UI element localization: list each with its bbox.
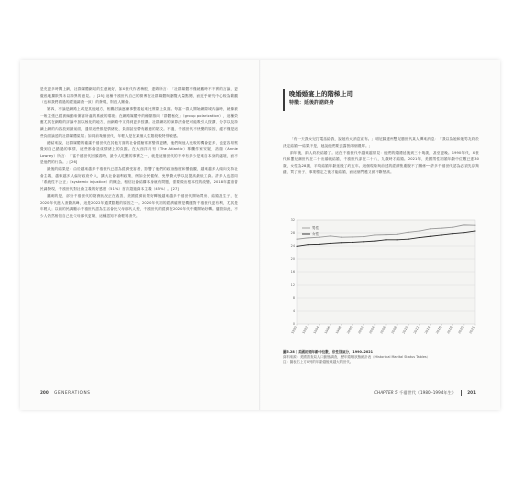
data-point-0 bbox=[374, 234, 375, 235]
data-point-0 bbox=[397, 234, 398, 235]
data-point-1 bbox=[385, 239, 386, 240]
paragraph: 最後的結果是：由於越來越多千禧世代已認為經濟受害者，影響了他們的政治態度和價值觀，越來越多人傾向支持社會主義，越來越多人偏好政府介入，擴大社會福利政策，例如全民健保、免學費大學以及提高最低工資。許多人也認同「系統性不公正」（systemic injustice）的概念，相信社會結構本身就有問題，需要做出根本性的改變。2018年蓋洛普民調發現，千禧世代對社會主義的好感度（51%）首次超過資本主義（45%）。[27] bbox=[40, 167, 238, 192]
left-page bbox=[20, 60, 259, 410]
data-point-0 bbox=[319, 237, 320, 238]
y-tick-label: 12 bbox=[290, 283, 295, 288]
data-point-0 bbox=[385, 234, 386, 235]
data-point-0 bbox=[452, 227, 453, 228]
y-tick-label: 28 bbox=[290, 231, 295, 236]
data-point-1 bbox=[341, 242, 342, 243]
folio-separator bbox=[461, 390, 462, 396]
x-tick-label: 2021 bbox=[468, 325, 476, 335]
data-point-1 bbox=[352, 242, 353, 243]
data-point-1 bbox=[463, 232, 464, 233]
y-tick-label: 20 bbox=[290, 257, 295, 262]
data-point-0 bbox=[430, 228, 431, 229]
chapter-label: CHAPTER 5 bbox=[374, 390, 398, 395]
x-tick-label: 2014 bbox=[423, 325, 432, 335]
data-point-0 bbox=[296, 239, 297, 240]
data-point-0 bbox=[341, 237, 342, 238]
x-tick-label: 2012 bbox=[412, 325, 421, 335]
data-point-0 bbox=[441, 228, 442, 229]
x-tick-label: 1990 bbox=[290, 325, 298, 335]
caption-note: 注：圖表右上方X列的年齡越後來越大的世代。 bbox=[283, 360, 354, 364]
data-point-0 bbox=[352, 236, 353, 237]
chart-caption bbox=[283, 350, 479, 365]
paragraph: 兩年後，兩人終於結婚了。這在千禧世代中越來越常見：他們的婚禮延後到三十幾歲，甚至更晚。1990年代，X世代和嬰兒潮世代在二十出頭就結婚，千禧世代卻在二十八、九歲時才結婚。2021年，美國男性初婚年齡中位數已達30歲，女性為28歲，平均結婚年齡延後了約五年。這個現象與前述的經濟焦慮脫不了關係──許多千禧世代認為必須先存夠錢、買了房子、事業穩定之後才能結婚，而這個門檻又被不斷墊高。 bbox=[283, 150, 479, 175]
line-chart-svg bbox=[283, 214, 479, 346]
y-tick-label: 0 bbox=[292, 322, 295, 327]
x-tick-label: 2018 bbox=[446, 325, 454, 335]
data-point-1 bbox=[319, 244, 320, 245]
paragraph: 第四，不論是網路上或是其他地方，相關討論逐漸事整看起來比實際上負面。每當一群人開始網際城內論時，就像被一般主張已經被煽動來傷害所處的系統的環境；在網路媒體中的種類推向「群體極化」（group polarization），這種效應尤其在網路的評論中加以極化的地方，而網路中又得到更多按讚。社群網站的演算法會把可能吸引人按讚、分享以及持續上網的內容放到最前面，通常這些都是情緒化、負面甚至帶有敵意的貼文。不過，千禧世代不快樂的原因，絕不僅是這些負面論述的社群媒體氣氛；如同前幾個世代，年輕人是在某個人生階段較特別敏感。 bbox=[40, 107, 238, 138]
x-tick-label: 1994 bbox=[312, 325, 321, 335]
y-tick-label: 32 bbox=[290, 218, 295, 223]
x-tick-label: 2008 bbox=[390, 325, 398, 335]
page-number-right: 201 bbox=[467, 390, 476, 395]
x-tick-label: 1996 bbox=[323, 325, 332, 335]
paragraph: 諷刺的是，部分千禧世代的財務狀況正在改善，美國經濟前景好轉後越來越多千禧世代開始買房、結婚及生子，在2020年代進入消費高峰，這是2022年通貨膨脹的原因之一。2020年代初的經濟確實是機運對千禧世代更有利，尤其是年輕人；以前的民調顯示千禧世代認為生活會比父母那代人差，千禧世代的經濟在2020年代中期開始好轉。儘管如此，不少人仍然相信自己比父母那代更窮，這種認知不會輕易消失。 bbox=[40, 194, 238, 218]
legend-label: 女性 bbox=[312, 232, 320, 237]
data-point-0 bbox=[308, 237, 309, 238]
data-point-0 bbox=[408, 232, 409, 233]
paragraph: 是充更多時間上網，社群媒體網站的生意就好，如X世代作者梅根．達姆所言：「社群媒體不僅就戴時不不實的言論，更徹底地擴散界未以持異的意見。」[25] 這種千禧世代自己的微博在社群媒體與瀏覽大量點閱，而近乎研究中心較為繁觀（也和我們看過的經過調查一致）的發現，則沒人關會。 bbox=[40, 87, 238, 105]
book-spread bbox=[20, 60, 500, 410]
right-body-text bbox=[283, 136, 479, 212]
y-tick-label: 24 bbox=[290, 244, 295, 249]
section-subtitle: 特徵：延後許諾終身 bbox=[289, 100, 335, 106]
marriage-age-chart bbox=[283, 214, 479, 346]
y-tick-label: 16 bbox=[290, 270, 295, 275]
running-head-left: GENERATIONS bbox=[54, 390, 91, 395]
left-folio bbox=[40, 390, 91, 395]
x-tick-label: 1992 bbox=[301, 325, 309, 335]
data-point-1 bbox=[419, 237, 420, 238]
y-tick-label: 4 bbox=[292, 309, 295, 314]
data-point-0 bbox=[419, 231, 420, 232]
x-tick-label: 2016 bbox=[434, 325, 443, 335]
caption-source: 資料來源：美國普查局人口動態調查，歷年婚姻狀態統計表（Historical Marital Status Tables） bbox=[283, 355, 431, 359]
x-tick-label: 2004 bbox=[368, 325, 376, 335]
right-folio bbox=[374, 390, 480, 396]
data-point-0 bbox=[330, 235, 331, 236]
caption-title: 圖5.28｜美國初婚年齡中位數，依性別區分，1990–2021 bbox=[283, 350, 373, 354]
right-page bbox=[261, 60, 500, 410]
data-point-0 bbox=[474, 225, 475, 226]
data-point-1 bbox=[374, 241, 375, 242]
data-point-1 bbox=[397, 239, 398, 240]
data-point-1 bbox=[330, 243, 331, 244]
data-point-1 bbox=[308, 244, 309, 245]
data-point-1 bbox=[452, 233, 453, 234]
paragraph: 總結來說，社群媒體的確讓千禧世代在其他方面的社會經驗常常變得更糟，他們與他人比較的機會更多，也更容易察覺到自己錯過的事情，這些都會造成情緒上的負擔。在大西洋月刊（The Atlantic）專欄作家安妮．洛瑞（Annie Lowrey）所言：「當千禧世代回頭看時，最令人吃驚的事實之一，就是這個世代的不幸有多少是來自本身的處境，而不是他們的行為。」[26] bbox=[40, 140, 238, 165]
data-point-1 bbox=[408, 239, 409, 240]
data-point-0 bbox=[363, 236, 364, 237]
section-title: 晚婚婚宴上的階梯上司 bbox=[289, 90, 353, 98]
data-point-1 bbox=[296, 246, 297, 247]
x-tick-label: 2006 bbox=[379, 325, 387, 335]
paragraph: 「有一天我女兒打電話給我，說她有大消息宣布。」明尼蘇達州雙足鵝世代某人傳來消息：「我以為她和她男友終於決定結婚──結果不是，她說他們要去露營兩個禮拜。」 bbox=[283, 137, 479, 148]
left-body-text bbox=[40, 86, 238, 384]
section-heading bbox=[283, 89, 479, 135]
x-tick-label: 2000 bbox=[345, 325, 354, 335]
data-point-1 bbox=[363, 241, 364, 242]
chapter-title: 千禧世代（1980–1994年生） bbox=[399, 390, 456, 395]
data-point-1 bbox=[441, 234, 442, 235]
data-point-1 bbox=[430, 236, 431, 237]
x-tick-label: 2002 bbox=[357, 325, 365, 335]
x-tick-label: 2020 bbox=[457, 325, 465, 335]
data-point-1 bbox=[474, 231, 475, 232]
x-tick-label: 2010 bbox=[401, 325, 410, 335]
data-point-0 bbox=[463, 224, 464, 225]
x-tick-label: 1998 bbox=[334, 325, 343, 335]
y-tick-label: 8 bbox=[292, 296, 295, 301]
heading-rule bbox=[283, 89, 285, 111]
legend-label: 男性 bbox=[312, 226, 320, 231]
page-number-left: 200 bbox=[40, 390, 49, 395]
